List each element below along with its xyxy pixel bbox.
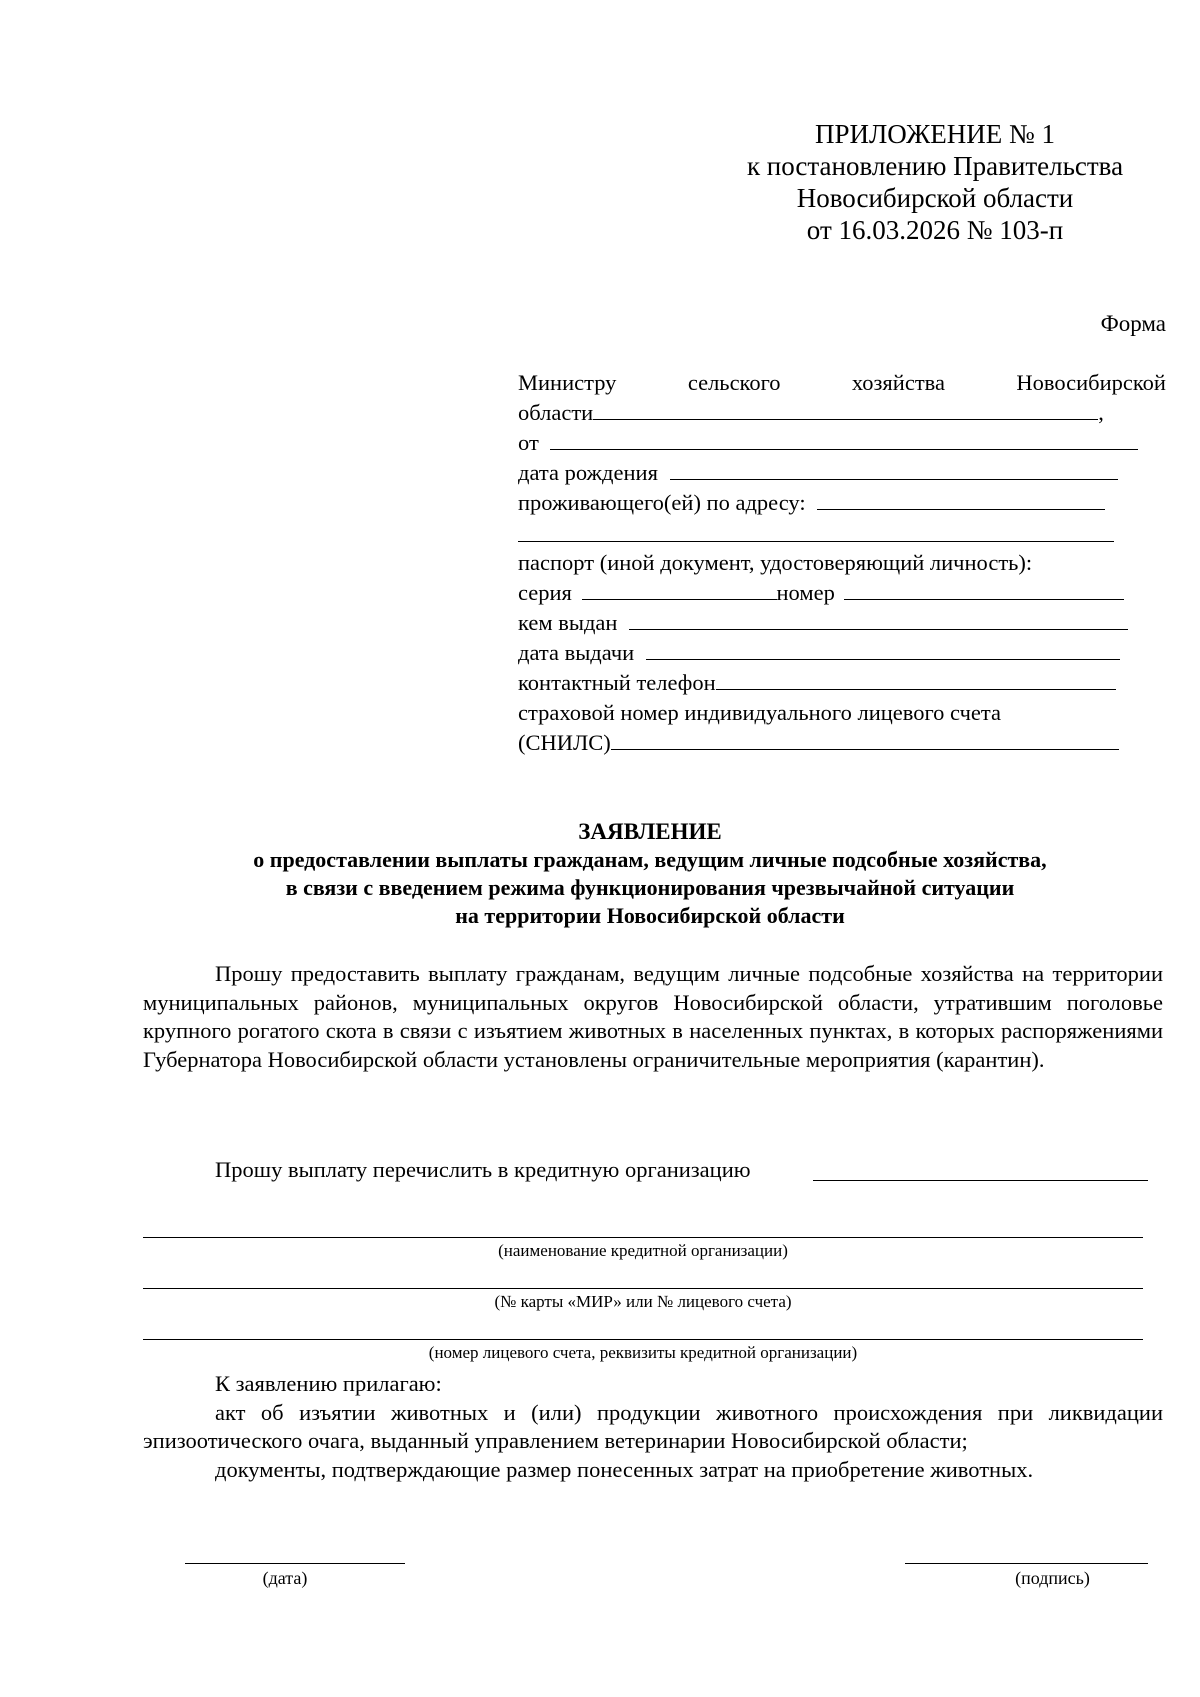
address-field-line-2[interactable] (518, 541, 1114, 542)
signature-caption: (подпись) (1015, 1568, 1090, 1588)
appendix-heading (700, 118, 1170, 246)
addressee-word-4: Новосибирской (1016, 370, 1166, 395)
appendix-line-4: от 16.03.2026 № 103-п (806, 215, 1064, 245)
series-field[interactable] (582, 579, 777, 600)
issued-by-field[interactable] (629, 609, 1128, 630)
statement-title (140, 818, 1160, 930)
snils-field[interactable] (611, 729, 1119, 750)
credit-org-name-caption: (наименование кредитной организации) (498, 1241, 788, 1260)
oblasti-comma: , (1098, 400, 1104, 425)
attachments-block (143, 1370, 1163, 1484)
statement-subtitle-3: на территории Новосибирской области (455, 903, 845, 928)
attach-intro: К заявлению прилагаю: (215, 1371, 442, 1396)
from-row (518, 428, 1138, 458)
oblasti-label: области (518, 400, 594, 425)
address-row (518, 488, 1105, 518)
snils-abbr: (СНИЛС) (518, 730, 611, 755)
issued-by-label: кем выдан (518, 610, 618, 635)
appendix-line-3: Новосибирской области (796, 183, 1074, 213)
issue-date-field[interactable] (646, 639, 1120, 660)
signature-line[interactable] (905, 1563, 1148, 1564)
issued-by-row (518, 608, 1128, 638)
card-number-line[interactable] (143, 1288, 1143, 1289)
issue-date-row (518, 638, 1120, 668)
request-text: Прошу предоставить выплату гражданам, ведущим личные подсобные хозяйства на территории муниципальных районов, муниципальных округов Новосибирской области, утратившим поголовье крупного рогатого скота в связи с изъятием животных в населенных пунктах, в которых распоряжениями Губернатора Новосибирской области установлены ограничительные мероприятия (карантин). (143, 961, 1163, 1072)
addressee-word-2: сельского (687, 370, 781, 395)
appendix-title: ПРИЛОЖЕНИЕ № 1 (814, 119, 1056, 149)
dob-field[interactable] (670, 459, 1118, 480)
attach-item-1: акт об изъятии животных и (или) продукции животного происхождения при ликвидации эпизоотического очага, выданный управлением ветеринарии Новосибирской области; (143, 1399, 1163, 1453)
appendix-line-2: к постановлению Правительства (746, 151, 1124, 181)
issue-date-label: дата выдачи (518, 640, 635, 665)
number-label: номер (776, 580, 835, 605)
phone-label: контактный телефон (518, 670, 716, 695)
transfer-label: Прошу выплату перечислить в кредитную организацию (215, 1157, 751, 1182)
credit-org-name-line[interactable] (143, 1237, 1143, 1238)
form-label: Форма (1100, 311, 1166, 336)
statement-subtitle-2: в связи с введением режима функционирования чрезвычайной ситуации (285, 875, 1015, 900)
number-field[interactable] (844, 579, 1124, 600)
address-label: проживающего(ей) по адресу: (518, 490, 806, 515)
card-number-caption: (№ карты «МИР» или № лицевого счета) (494, 1292, 792, 1311)
date-caption: (дата) (262, 1568, 308, 1588)
snils-label: страховой номер индивидуального лицевого счета (518, 700, 1001, 725)
statement-title-main: ЗАЯВЛЕНИЕ (578, 819, 722, 844)
transfer-row (215, 1155, 751, 1185)
dob-row (518, 458, 1118, 488)
ministry-name-field[interactable] (593, 399, 1098, 420)
oblasti-row (518, 398, 1104, 428)
phone-row (518, 668, 1116, 698)
snils-row (518, 728, 1119, 758)
credit-org-field[interactable] (813, 1180, 1148, 1181)
request-paragraph (143, 960, 1163, 1074)
account-requisites-line[interactable] (143, 1339, 1143, 1340)
series-label: серия (518, 580, 572, 605)
from-field[interactable] (550, 429, 1138, 450)
phone-field[interactable] (716, 669, 1116, 690)
statement-subtitle-1: о предоставлении выплаты гражданам, ведущим личные подсобные хозяйства, (253, 847, 1047, 872)
from-label: от (518, 430, 539, 455)
account-requisites-caption: (номер лицевого счета, реквизиты кредитной организации) (428, 1343, 858, 1362)
addressee-word-3: хозяйства (851, 370, 945, 395)
addressee-word-1: Министру (518, 370, 617, 395)
series-number-row (518, 578, 1124, 608)
dob-label: дата рождения (518, 460, 658, 485)
passport-label: паспорт (иной документ, удостоверяющий личность): (518, 550, 1033, 575)
attach-item-2: документы, подтверждающие размер понесенных затрат на приобретение животных. (215, 1456, 1034, 1482)
date-line[interactable] (185, 1563, 405, 1564)
addressee-to-line (518, 368, 1166, 398)
address-field[interactable] (817, 489, 1105, 510)
